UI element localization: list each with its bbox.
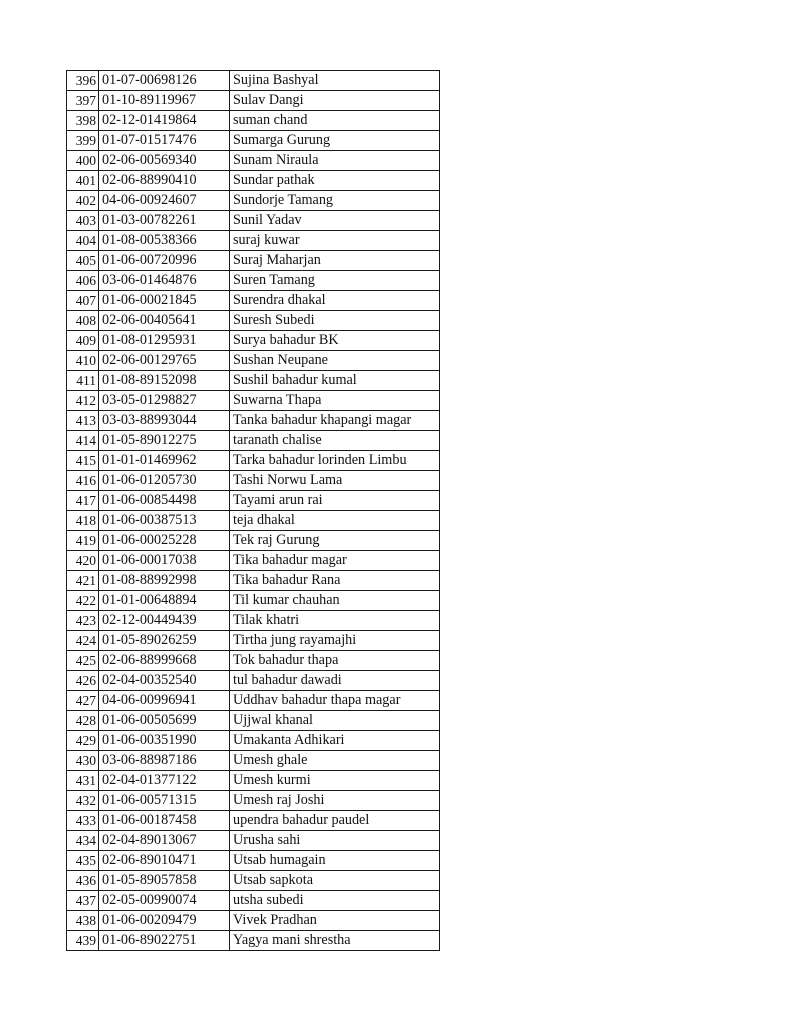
id-number-cell: 03-03-88993044 [99, 411, 230, 431]
serial-number-cell: 401 [67, 171, 99, 191]
id-number-cell: 01-06-00021845 [99, 291, 230, 311]
id-number-cell: 02-06-00569340 [99, 151, 230, 171]
table-row [67, 691, 440, 711]
serial-number-cell: 438 [67, 911, 99, 931]
id-number-cell: 01-06-00571315 [99, 791, 230, 811]
serial-number-cell: 428 [67, 711, 99, 731]
serial-number-cell: 415 [67, 451, 99, 471]
name-cell: Umesh ghale [230, 751, 440, 771]
name-cell: Uddhav bahadur thapa magar [230, 691, 440, 711]
serial-number-cell: 402 [67, 191, 99, 211]
name-cell: Suwarna Thapa [230, 391, 440, 411]
name-cell: Tika bahadur magar [230, 551, 440, 571]
name-cell: Suraj Maharjan [230, 251, 440, 271]
table-row [67, 211, 440, 231]
name-cell: Sunil Yadav [230, 211, 440, 231]
table-row [67, 411, 440, 431]
table-row [67, 131, 440, 151]
table-row [67, 511, 440, 531]
roster-table [66, 70, 440, 951]
name-cell: Suren Tamang [230, 271, 440, 291]
serial-number-cell: 417 [67, 491, 99, 511]
name-cell: Sushil bahadur kumal [230, 371, 440, 391]
id-number-cell: 04-06-00996941 [99, 691, 230, 711]
name-cell: Umakanta Adhikari [230, 731, 440, 751]
id-number-cell: 01-06-00720996 [99, 251, 230, 271]
id-number-cell: 01-06-01205730 [99, 471, 230, 491]
id-number-cell: 02-04-00352540 [99, 671, 230, 691]
name-cell: Tashi Norwu Lama [230, 471, 440, 491]
serial-number-cell: 423 [67, 611, 99, 631]
name-cell: Umesh kurmi [230, 771, 440, 791]
id-number-cell: 01-08-00538366 [99, 231, 230, 251]
name-cell: Utsab sapkota [230, 871, 440, 891]
id-number-cell: 03-06-01464876 [99, 271, 230, 291]
serial-number-cell: 427 [67, 691, 99, 711]
name-cell: Sunam Niraula [230, 151, 440, 171]
name-cell: Umesh raj Joshi [230, 791, 440, 811]
table-row [67, 531, 440, 551]
id-number-cell: 01-01-01469962 [99, 451, 230, 471]
serial-number-cell: 425 [67, 651, 99, 671]
table-row [67, 831, 440, 851]
id-number-cell: 01-05-89012275 [99, 431, 230, 451]
id-number-cell: 01-08-01295931 [99, 331, 230, 351]
table-row [67, 791, 440, 811]
serial-number-cell: 436 [67, 871, 99, 891]
serial-number-cell: 406 [67, 271, 99, 291]
id-number-cell: 02-06-88999668 [99, 651, 230, 671]
serial-number-cell: 400 [67, 151, 99, 171]
serial-number-cell: 421 [67, 571, 99, 591]
id-number-cell: 02-06-00405641 [99, 311, 230, 331]
name-cell: Ujjwal khanal [230, 711, 440, 731]
table-row [67, 91, 440, 111]
id-number-cell: 02-06-88990410 [99, 171, 230, 191]
id-number-cell: 01-05-89026259 [99, 631, 230, 651]
serial-number-cell: 397 [67, 91, 99, 111]
table-row [67, 751, 440, 771]
serial-number-cell: 399 [67, 131, 99, 151]
serial-number-cell: 411 [67, 371, 99, 391]
serial-number-cell: 412 [67, 391, 99, 411]
name-cell: Suresh Subedi [230, 311, 440, 331]
table-row [67, 931, 440, 951]
name-cell: upendra bahadur paudel [230, 811, 440, 831]
serial-number-cell: 408 [67, 311, 99, 331]
serial-number-cell: 420 [67, 551, 99, 571]
serial-number-cell: 398 [67, 111, 99, 131]
name-cell: Utsab humagain [230, 851, 440, 871]
id-number-cell: 03-06-88987186 [99, 751, 230, 771]
table-row [67, 911, 440, 931]
id-number-cell: 01-07-01517476 [99, 131, 230, 151]
serial-number-cell: 426 [67, 671, 99, 691]
table-row [67, 351, 440, 371]
serial-number-cell: 414 [67, 431, 99, 451]
name-cell: Sulav Dangi [230, 91, 440, 111]
serial-number-cell: 413 [67, 411, 99, 431]
table-row [67, 151, 440, 171]
table-row [67, 451, 440, 471]
name-cell: Tayami arun rai [230, 491, 440, 511]
id-number-cell: 01-06-00209479 [99, 911, 230, 931]
name-cell: Sushan Neupane [230, 351, 440, 371]
id-number-cell: 01-10-89119967 [99, 91, 230, 111]
name-cell: Urusha sahi [230, 831, 440, 851]
name-cell: Surya bahadur BK [230, 331, 440, 351]
id-number-cell: 02-06-89010471 [99, 851, 230, 871]
table-row [67, 431, 440, 451]
name-cell: tul bahadur dawadi [230, 671, 440, 691]
id-number-cell: 01-06-00351990 [99, 731, 230, 751]
id-number-cell: 04-06-00924607 [99, 191, 230, 211]
table-row [67, 571, 440, 591]
table-row [67, 271, 440, 291]
id-number-cell: 01-07-00698126 [99, 71, 230, 91]
name-cell: Tek raj Gurung [230, 531, 440, 551]
serial-number-cell: 404 [67, 231, 99, 251]
table-row [67, 671, 440, 691]
table-row [67, 771, 440, 791]
serial-number-cell: 435 [67, 851, 99, 871]
table-row [67, 111, 440, 131]
id-number-cell: 01-01-00648894 [99, 591, 230, 611]
name-cell: Surendra dhakal [230, 291, 440, 311]
id-number-cell: 01-03-00782261 [99, 211, 230, 231]
serial-number-cell: 424 [67, 631, 99, 651]
id-number-cell: 02-12-01419864 [99, 111, 230, 131]
table-row [67, 471, 440, 491]
id-number-cell: 01-05-89057858 [99, 871, 230, 891]
table-row [67, 851, 440, 871]
id-number-cell: 01-06-00187458 [99, 811, 230, 831]
table-row [67, 291, 440, 311]
id-number-cell: 02-04-01377122 [99, 771, 230, 791]
name-cell: taranath chalise [230, 431, 440, 451]
serial-number-cell: 419 [67, 531, 99, 551]
name-cell: Sundar pathak [230, 171, 440, 191]
id-number-cell: 02-06-00129765 [99, 351, 230, 371]
serial-number-cell: 429 [67, 731, 99, 751]
serial-number-cell: 418 [67, 511, 99, 531]
serial-number-cell: 396 [67, 71, 99, 91]
table-row [67, 311, 440, 331]
serial-number-cell: 432 [67, 791, 99, 811]
id-number-cell: 01-06-00505699 [99, 711, 230, 731]
name-cell: Til kumar chauhan [230, 591, 440, 611]
serial-number-cell: 405 [67, 251, 99, 271]
table-row [67, 71, 440, 91]
table-row [67, 591, 440, 611]
name-cell: teja dhakal [230, 511, 440, 531]
name-cell: Tika bahadur Rana [230, 571, 440, 591]
roster-table-body [67, 71, 440, 951]
serial-number-cell: 409 [67, 331, 99, 351]
name-cell: Yagya mani shrestha [230, 931, 440, 951]
table-row [67, 631, 440, 651]
name-cell: suman chand [230, 111, 440, 131]
serial-number-cell: 410 [67, 351, 99, 371]
serial-number-cell: 434 [67, 831, 99, 851]
table-row [67, 551, 440, 571]
name-cell: Sundorje Tamang [230, 191, 440, 211]
table-row [67, 191, 440, 211]
serial-number-cell: 433 [67, 811, 99, 831]
name-cell: Tarka bahadur lorinden Limbu [230, 451, 440, 471]
table-row [67, 231, 440, 251]
table-row [67, 331, 440, 351]
name-cell: Sujina Bashyal [230, 71, 440, 91]
id-number-cell: 02-05-00990074 [99, 891, 230, 911]
id-number-cell: 01-08-88992998 [99, 571, 230, 591]
id-number-cell: 01-06-89022751 [99, 931, 230, 951]
serial-number-cell: 403 [67, 211, 99, 231]
name-cell: suraj kuwar [230, 231, 440, 251]
serial-number-cell: 439 [67, 931, 99, 951]
id-number-cell: 01-06-00017038 [99, 551, 230, 571]
id-number-cell: 03-05-01298827 [99, 391, 230, 411]
serial-number-cell: 422 [67, 591, 99, 611]
name-cell: Tanka bahadur khapangi magar [230, 411, 440, 431]
serial-number-cell: 407 [67, 291, 99, 311]
serial-number-cell: 437 [67, 891, 99, 911]
table-row [67, 711, 440, 731]
table-row [67, 171, 440, 191]
table-row [67, 731, 440, 751]
table-row [67, 651, 440, 671]
serial-number-cell: 431 [67, 771, 99, 791]
name-cell: utsha subedi [230, 891, 440, 911]
serial-number-cell: 416 [67, 471, 99, 491]
id-number-cell: 02-12-00449439 [99, 611, 230, 631]
id-number-cell: 02-04-89013067 [99, 831, 230, 851]
table-row [67, 371, 440, 391]
table-row [67, 611, 440, 631]
serial-number-cell: 430 [67, 751, 99, 771]
id-number-cell: 01-06-00025228 [99, 531, 230, 551]
name-cell: Tilak khatri [230, 611, 440, 631]
id-number-cell: 01-06-00387513 [99, 511, 230, 531]
table-row [67, 491, 440, 511]
id-number-cell: 01-08-89152098 [99, 371, 230, 391]
name-cell: Tirtha jung rayamajhi [230, 631, 440, 651]
table-row [67, 391, 440, 411]
name-cell: Tok bahadur thapa [230, 651, 440, 671]
table-row [67, 891, 440, 911]
table-row [67, 871, 440, 891]
table-row [67, 811, 440, 831]
id-number-cell: 01-06-00854498 [99, 491, 230, 511]
name-cell: Vivek Pradhan [230, 911, 440, 931]
name-cell: Sumarga Gurung [230, 131, 440, 151]
table-row [67, 251, 440, 271]
